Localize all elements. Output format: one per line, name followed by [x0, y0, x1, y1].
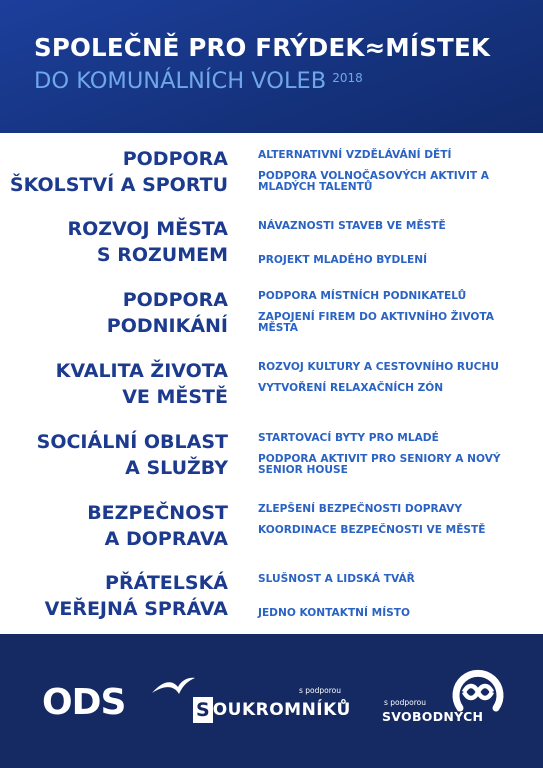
- category-line-1: BEZPEČNOST: [87, 502, 228, 524]
- program-item: SLUŠNOST A LIDSKÁ TVÁŘ: [258, 573, 415, 585]
- soukromnici-initial: S: [193, 697, 213, 723]
- soukromnici-logo: [193, 697, 351, 723]
- election-year: 2018: [332, 71, 363, 85]
- category-line-1: ROZVOJ MĚSTA: [67, 218, 228, 240]
- section-items: [258, 504, 528, 536]
- category-line-1: KVALITA ŽIVOTA: [55, 360, 228, 382]
- program-item: PODPORA AKTIVIT PRO SENIORY A NOVÝ SENIOR HOUSE: [258, 452, 501, 476]
- program-item: ZAPOJENÍ FIREM DO AKTIVNÍHO ŽIVOTA MĚSTA: [258, 310, 495, 334]
- program-item: PODPORA VOLNOČASOVÝCH AKTIVIT A MLADÝCH TALENTŮ: [258, 169, 489, 193]
- svobodni-support-label: s podporou: [384, 698, 427, 707]
- svobodni-logo: SVOBODNÝCH: [382, 709, 484, 724]
- header-banner: [0, 0, 543, 133]
- program-item: PROJEKT MLADÉHO BYDLENÍ: [258, 253, 428, 266]
- section-category: [67, 216, 228, 268]
- page-title: SPOLEČNĚ PRO FRÝDEK≈MÍSTEK: [34, 33, 491, 62]
- section-items: [258, 221, 528, 266]
- soukromnici-name: OUKROMNÍKŮ: [212, 700, 351, 720]
- category-line-1: PODPORA: [122, 289, 228, 311]
- category-line-1: PODPORA: [122, 148, 228, 170]
- section-items: [258, 362, 528, 394]
- program-item: VYTVOŘENÍ RELAXAČNÍCH ZÓN: [258, 381, 444, 394]
- section-items: [258, 574, 528, 619]
- page-subtitle: [34, 68, 363, 94]
- bird-icon: [150, 675, 196, 697]
- section-category: [107, 287, 228, 339]
- program-item: JEDNO KONTAKTNÍ MÍSTO: [258, 606, 411, 619]
- program-item: NÁVAZNOSTI STAVEB VE MĚSTĚ: [258, 220, 446, 232]
- svobodni-emblem-icon: [446, 662, 510, 726]
- category-line-2: A DOPRAVA: [104, 528, 228, 550]
- section-category: [56, 358, 228, 410]
- category-line-2: VEŘEJNÁ SPRÁVA: [44, 598, 228, 620]
- program-item: ALTERNATIVNÍ VZDĚLÁVÁNÍ DĚTÍ: [258, 149, 452, 161]
- soukromnici-support-label: s podporou: [299, 686, 342, 695]
- program-item: ROZVOJ KULTURY A CESTOVNÍHO RUCHU: [258, 361, 499, 373]
- category-line-2: S ROZUMEM: [96, 244, 228, 266]
- ods-logo: ODS: [42, 682, 126, 723]
- subtitle-text: DO KOMUNÁLNÍCH VOLEB: [34, 68, 327, 94]
- program-item: PODPORA MÍSTNÍCH PODNIKATELŮ: [258, 290, 467, 302]
- category-line-2: VE MĚSTĚ: [122, 386, 228, 408]
- category-line-2: ŠKOLSTVÍ A SPORTU: [9, 174, 228, 196]
- section-category: [10, 146, 228, 198]
- section-items: [258, 433, 528, 477]
- section-category: [45, 570, 228, 622]
- section-category: [37, 429, 228, 481]
- section-items: [258, 150, 528, 194]
- section-category: [87, 500, 228, 552]
- program-item: KOORDINACE BEZPEČNOSTI VE MĚSTĚ: [258, 523, 486, 536]
- category-line-1: SOCIÁLNÍ OBLAST: [36, 431, 228, 453]
- category-line-1: PŘÁTELSKÁ: [105, 572, 228, 594]
- section-items: [258, 291, 528, 335]
- program-item: STARTOVACÍ BYTY PRO MLADÉ: [258, 432, 439, 444]
- category-line-2: A SLUŽBY: [125, 457, 228, 479]
- category-line-2: PODNIKÁNÍ: [106, 315, 228, 337]
- program-item: ZLEPŠENÍ BEZPEČNOSTI DOPRAVY: [258, 503, 462, 515]
